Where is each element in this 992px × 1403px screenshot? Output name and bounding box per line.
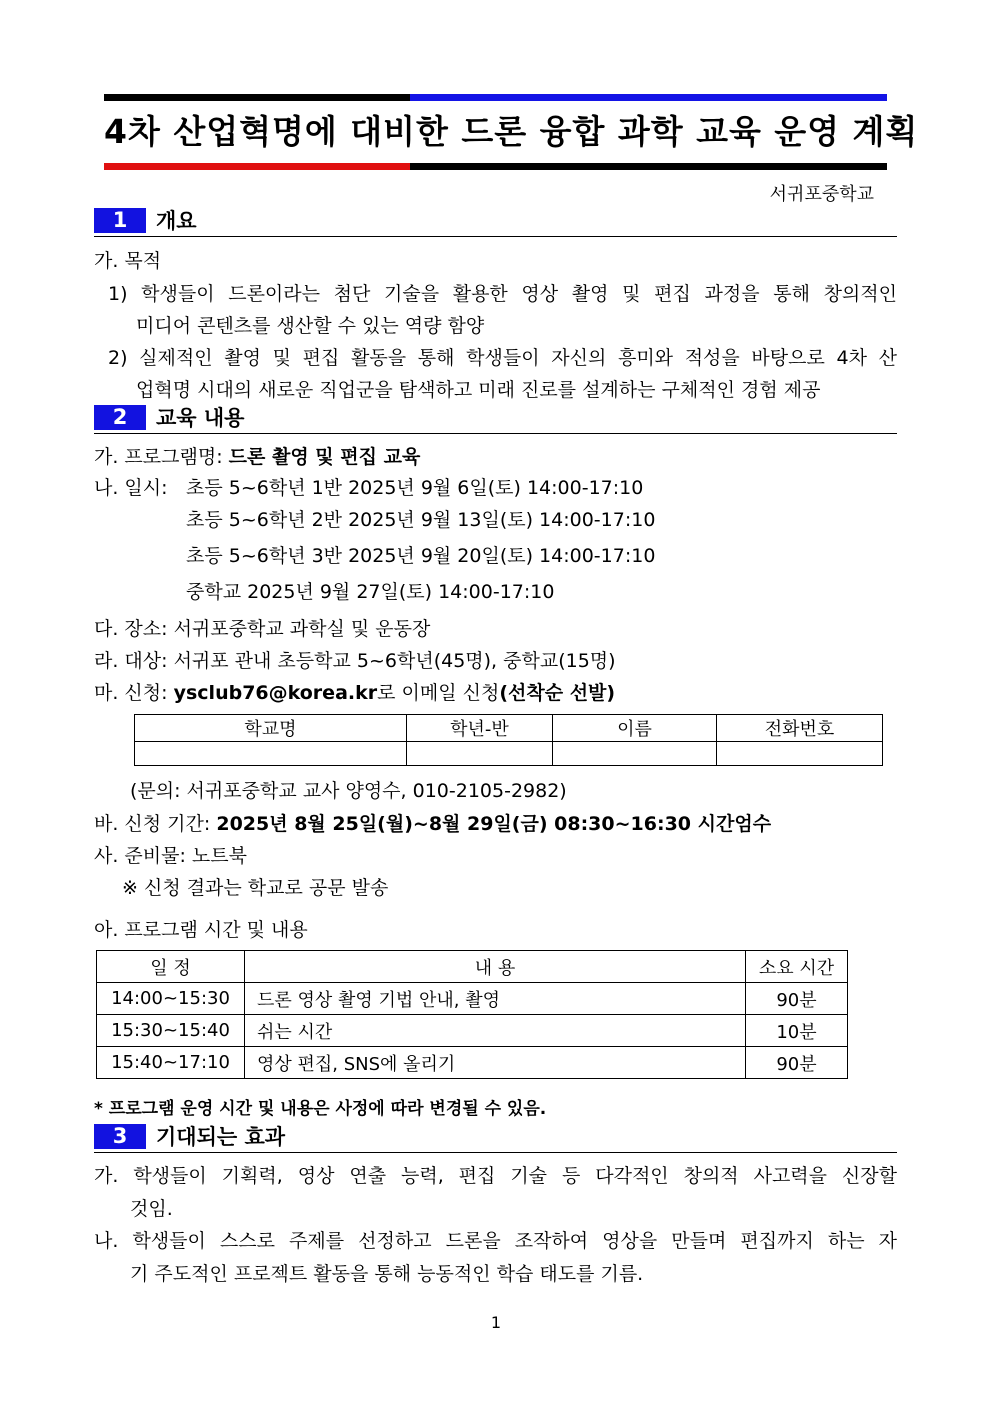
section-1-header (94, 206, 897, 237)
table-row (97, 1047, 848, 1079)
page-number: 1 (490, 1313, 502, 1332)
section-3-title: 기대되는 효과 (156, 1125, 286, 1149)
form-header-name: 이름 (553, 715, 717, 742)
section-2-header (94, 403, 897, 434)
form-header-grade: 학년-반 (407, 715, 553, 742)
application-form-table (134, 714, 883, 766)
form-header-phone: 전화번호 (717, 715, 883, 742)
title-bar-bottom-red (104, 163, 410, 170)
effect-b-line-2: 기 주도적인 프로젝트 활동을 통해 능동적인 학습 태도를 기름. (130, 1263, 644, 1285)
schedule-item: 중학교 2025년 9월 27일(토) 14:00-17:10 (186, 581, 555, 603)
column-header-content: 내 용 (245, 951, 746, 983)
table-row (97, 983, 848, 1015)
supplies-line: 사. 준비물: 노트북 (94, 845, 247, 867)
period-line (94, 809, 771, 836)
cell-content: 영상 편집, SNS에 올리기 (245, 1047, 746, 1079)
cell-time: 15:30~15:40 (97, 1015, 245, 1047)
form-cell-grade[interactable] (407, 742, 553, 766)
form-cell-phone[interactable] (717, 742, 883, 766)
inquiry-line: (문의: 서귀포중학교 교사 양영수, 010-2105-2982) (130, 780, 567, 802)
program-schedule-table (96, 950, 848, 1079)
result-note: ※ 신청 결과는 학교로 공문 발송 (122, 877, 389, 899)
effect-a-line-2: 것임. (130, 1198, 173, 1220)
form-cell-school[interactable] (135, 742, 407, 766)
table-row (135, 715, 883, 742)
title-bar-top-black (104, 94, 410, 101)
cell-time: 14:00~15:30 (97, 983, 245, 1015)
program-name-line (94, 442, 420, 469)
purpose-item-2-line-2: 업혁명 시대의 새로운 직업군을 탐색하고 미래 진로를 설계하는 구체적인 경험 제공 (136, 379, 821, 401)
page-title: 4차 산업혁명에 대비한 드론 융합 과학 교육 운영 계획 (104, 112, 919, 151)
section-2-number: 2 (94, 405, 146, 430)
purpose-heading: 가. 목적 (94, 250, 162, 272)
section-3-number: 3 (94, 1124, 146, 1149)
section-2-title: 교육 내용 (156, 406, 245, 430)
section-1-number: 1 (94, 208, 146, 233)
form-header-school: 학교명 (135, 715, 407, 742)
purpose-item-1-line-1: 1) 학생들이 드론이라는 첨단 기술을 활용한 영상 촬영 및 편집 과정을 통해 창의적인 (108, 283, 897, 305)
target-line: 라. 대상: 서귀포 관내 초등학교 5~6학년(45명), 중학교(15명) (94, 650, 616, 672)
schedule-item: 초등 5~6학년 1반 2025년 9월 6일(토) 14:00-17:10 (186, 477, 644, 499)
section-1-title: 개요 (156, 209, 197, 233)
table-row (135, 742, 883, 766)
apply-line (94, 678, 615, 705)
table-row (97, 1015, 848, 1047)
effect-b-line-1: 나. 학생들이 스스로 주제를 선정하고 드론을 조작하여 영상을 만들며 편집까지 하는 자 (94, 1230, 897, 1252)
section-3-header (94, 1122, 897, 1153)
form-cell-name[interactable] (553, 742, 717, 766)
cell-content: 드론 영상 촬영 기법 안내, 촬영 (245, 983, 746, 1015)
schedule-item: 초등 5~6학년 3반 2025년 9월 20일(토) 14:00-17:10 (186, 545, 656, 567)
title-bar-bottom-black (410, 163, 887, 170)
purpose-item-2-line-1: 2) 실제적인 촬영 및 편집 활동을 통해 학생들이 자신의 흥미와 적성을 바탕으로 4차 산 (108, 347, 897, 369)
apply-email-link[interactable]: ysclub76@korea.kr (173, 682, 378, 704)
schedule-label: 나. 일시: (94, 477, 168, 499)
period-label: 바. 신청 기간: (94, 813, 217, 835)
program-time-heading: 아. 프로그램 시간 및 내용 (94, 919, 308, 941)
cell-duration: 90분 (746, 983, 848, 1015)
apply-note: (선착순 선발) (499, 682, 616, 704)
title-bar-top-blue (410, 94, 887, 101)
column-header-time: 일 정 (97, 951, 245, 983)
cell-duration: 10분 (746, 1015, 848, 1047)
cell-time: 15:40~17:10 (97, 1047, 245, 1079)
cell-duration: 90분 (746, 1047, 848, 1079)
table-note: * 프로그램 운영 시간 및 내용은 사정에 따라 변경될 수 있음. (94, 1099, 547, 1119)
column-header-duration: 소요 시간 (746, 951, 848, 983)
program-name: 드론 촬영 및 편집 교육 (228, 446, 421, 468)
place-line: 다. 장소: 서귀포중학교 과학실 및 운동장 (94, 618, 431, 640)
table-row (97, 951, 848, 983)
schedule-item: 초등 5~6학년 2반 2025년 9월 13일(토) 14:00-17:10 (186, 509, 656, 531)
effect-a-line-1: 가. 학생들이 기획력, 영상 연출 능력, 편집 기술 등 다각적인 창의적 사고력을 신장할 (94, 1165, 897, 1187)
program-name-label: 가. 프로그램명: (94, 446, 229, 468)
apply-method: 로 이메일 신청 (377, 682, 500, 704)
school-name: 서귀포중학교 (769, 184, 874, 205)
apply-label: 마. 신청: (94, 682, 174, 704)
purpose-item-1-line-2: 미디어 콘텐츠를 생산할 수 있는 역량 함양 (136, 315, 485, 337)
period-value: 2025년 8월 25일(월)~8월 29일(금) 08:30~16:30 시간엄수 (216, 813, 772, 835)
cell-content: 쉬는 시간 (245, 1015, 746, 1047)
